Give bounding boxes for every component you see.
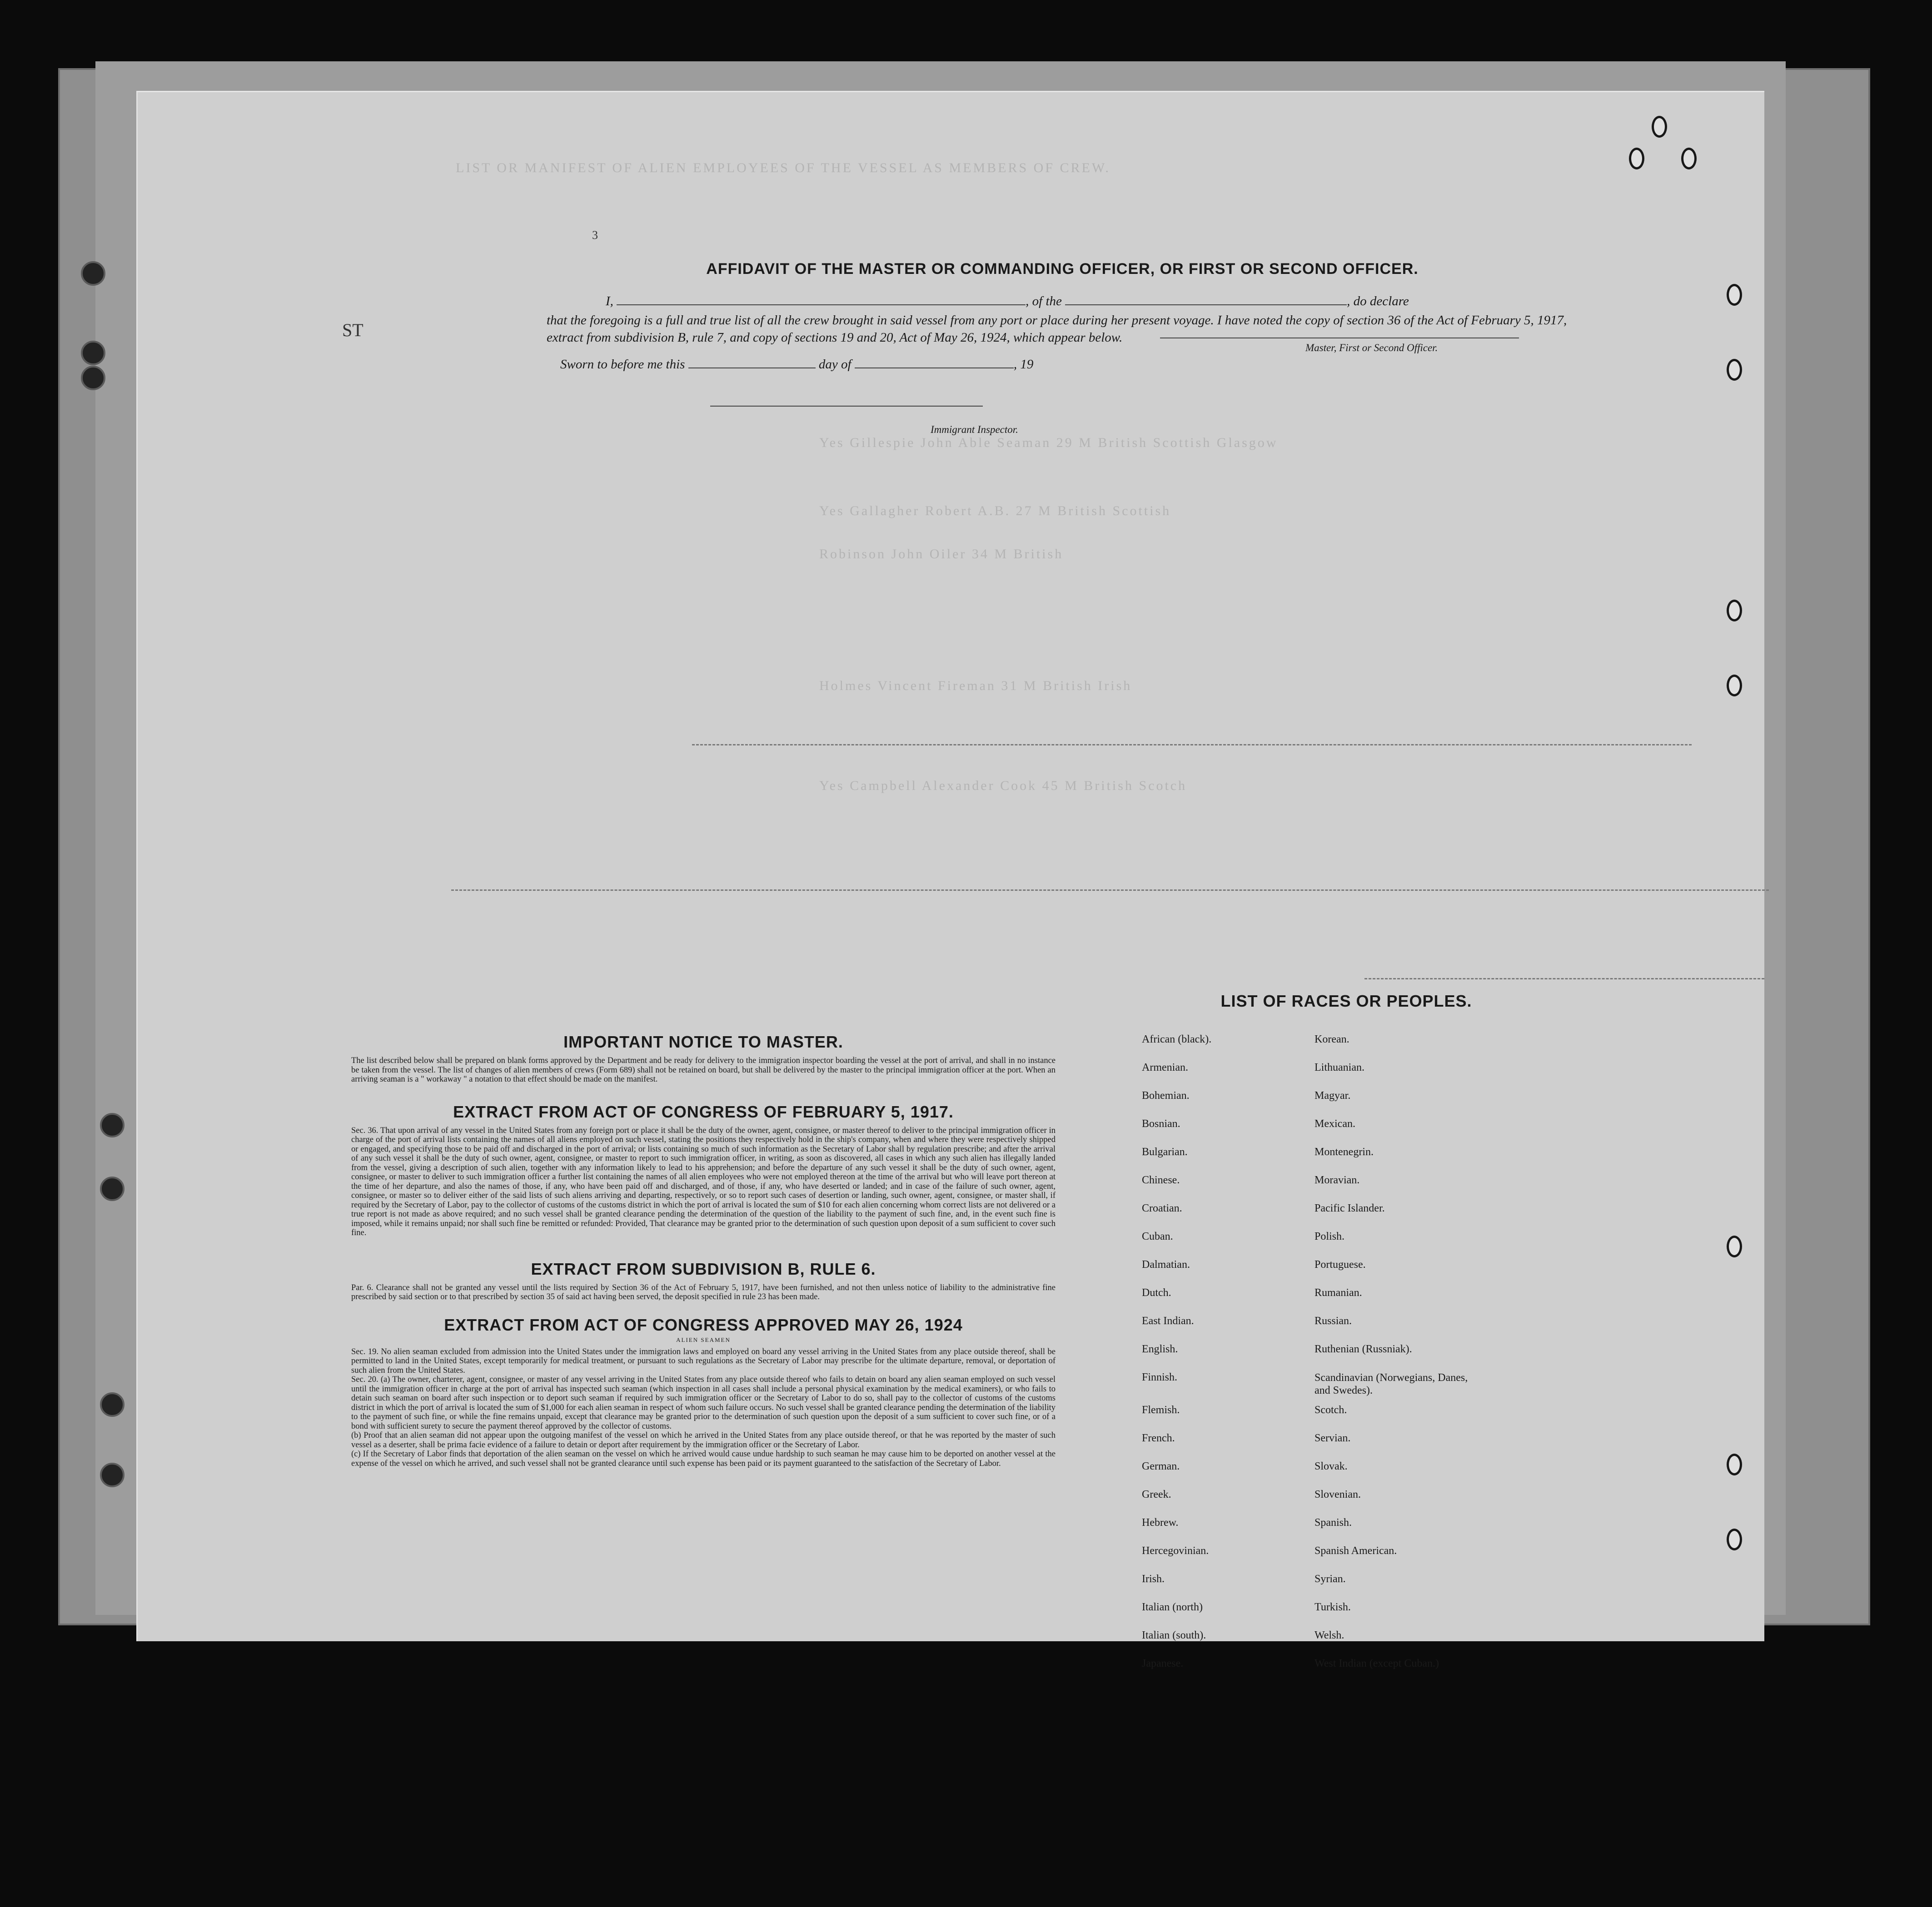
race-item: Bohemian. <box>1142 1090 1190 1102</box>
sworn-prefix: Sworn to before me this <box>560 357 685 372</box>
race-item: Polish. <box>1315 1231 1345 1242</box>
binder-hole <box>100 1113 124 1137</box>
race-item: Italian (north) <box>1142 1601 1203 1613</box>
race-item: Hebrew. <box>1142 1517 1179 1529</box>
affidavit-declare-label: , do declare <box>1347 294 1409 308</box>
race-item: Russian. <box>1315 1315 1352 1327</box>
bleed-through-header: LIST OR MANIFEST OF ALIEN EMPLOYEES OF THE VESSEL AS MEMBERS OF CREW. <box>456 160 1110 175</box>
extract-1917-title: EXTRACT FROM ACT OF CONGRESS OF FEBRUARY 5, 1917. <box>453 1102 954 1121</box>
section-20b-text: (b) Proof that an alien seaman did not appear upon the outgoing manifest of the vessel on which he arrived in the United States from any place outside thereof, or that he was reported by the master of such vessel as a deserter, shall be prima facie evidence of a failure to detain or deport after requirement by the immigration officer or the Secretary of Labor. <box>351 1431 1056 1450</box>
race-item: Finnish. <box>1142 1371 1178 1383</box>
extract-1917-body: Sec. 36. That upon arrival of any vessel in the United States from any foreign port or place it shall be the duty of the owner, agent, consignee, or master thereof to deliver to the principal immigration officer in charge of the port of arrival lists containing the names of all aliens employed on such vessel, stating the positions they respectively hold in the ship's company, when and where they were respectively shipped or engaged, and specifying those to be paid off and discharged in the port of arrival; or lists containing so much of such information as the Secretary of Labor shall by regulation prescribe; and after the arrival of any such vessel it shall be the duty of such owner, agent, consignee, or master to report to such immigration officer, in writing, as soon as discovered, all cases in which any such alien has illegally landed from the vessel, giving a description of such alien, together with any information likely to lead to his apprehension; and before the departure of any such vessel it shall be the duty of such owner, agent, consignee, or master to deliver to such immigration officer a further list containing the names of all alien employees who were not employed thereon at the time of the arrival but who will leave port thereon at the time of her departure, and also the names of those, if any, who have been paid off and discharged, and of those, if any, who have deserted or landed; and in case of the failure of such owner, agent, consignee, or master so to deliver either of the said lists of such aliens arriving and departing, respectively, or so to report such cases of desertion or landing, such owner, agent, consignee, or master shall, if required by the Secretary of Labor, pay to the collector of customs of the customs district in which the port of arrival is located the sum of $10 for each alien concerning whom correct lists are not delivered or a true report is not made as above required; and no such vessel shall be granted clearance pending the determination of the question of the liability to the payment of such fine, and, in the event such fine is imposed, while it remains unpaid; nor shall such fine be remitted or refunded: Provided, That clearance may be granted prior to the determination of such question upon deposit of a sum sufficient to cover such fine. <box>351 1126 1056 1237</box>
sworn-year-label: , 19 <box>1013 357 1034 372</box>
race-item: Syrian. <box>1315 1573 1346 1585</box>
margin-stamp: ST <box>342 320 363 340</box>
races-grid <box>1142 1033 1551 1686</box>
bleed-through-row: Yes Gillespie John Able Seaman 29 M British Scottish Glasgow <box>819 435 1278 450</box>
race-item: French. <box>1142 1432 1175 1444</box>
race-item: African (black). <box>1142 1033 1212 1045</box>
race-item: Bulgarian. <box>1142 1146 1188 1158</box>
bleed-through-row: Yes Campbell Alexander Cook 45 M British Scotch <box>819 778 1187 793</box>
binder-ring <box>1652 116 1667 138</box>
race-item: Italian (south). <box>1142 1629 1206 1641</box>
vessel-name-field[interactable] <box>1065 293 1347 305</box>
alien-seamen-subtitle: ALIEN SEAMEN <box>676 1336 731 1343</box>
race-item: Lithuanian. <box>1315 1062 1364 1073</box>
race-item: Pacific Islander. <box>1315 1202 1385 1214</box>
binder-hole <box>100 1177 124 1201</box>
race-item: Bosnian. <box>1142 1118 1180 1130</box>
inspector-signature-label: Immigrant Inspector. <box>931 424 1018 435</box>
race-item: Croatian. <box>1142 1202 1182 1214</box>
subdivision-b-title: EXTRACT FROM SUBDIVISION B, RULE 6. <box>531 1259 876 1278</box>
binder-ring <box>1727 675 1742 696</box>
affidavit-section <box>547 260 1578 346</box>
master-signature-label: Master, First or Second Officer. <box>1305 342 1438 353</box>
bleed-through-row: Holmes Vincent Fireman 31 M British Irish <box>819 678 1132 693</box>
sworn-day-field[interactable] <box>688 357 816 368</box>
master-name-field[interactable] <box>617 293 1026 305</box>
affidavit-declaration-line <box>606 293 1578 310</box>
race-item: Korean. <box>1315 1033 1349 1045</box>
race-item: Slovenian. <box>1315 1489 1361 1500</box>
race-item: Magyar. <box>1315 1090 1351 1102</box>
faint-rule <box>1364 978 1764 979</box>
affidavit-body: that the foregoing is a full and true list of all the crew brought in said vessel from any port or place during her present voyage. I have noted the copy of section 36 of the Act of February 5, 1917, extract from subdivision B, rule 7, and copy of sections 19 and 20, Act of May 26, 1924, which appear below. <box>547 313 1567 345</box>
bleed-through-row: Yes Gallagher Robert A.B. 27 M British Scottish <box>819 503 1171 518</box>
binder-ring <box>1727 284 1742 306</box>
sworn-day-of-label: day of <box>818 357 851 372</box>
race-item: Japanese. <box>1142 1658 1184 1669</box>
important-notice-title: IMPORTANT NOTICE TO MASTER. <box>563 1033 843 1051</box>
affidavit-title: AFFIDAVIT OF THE MASTER OR COMMANDING OFFICER, OR FIRST OR SECOND OFFICER. <box>706 260 1419 278</box>
race-item: Ruthenian (Russniak). <box>1315 1343 1412 1355</box>
race-item: Dalmatian. <box>1142 1259 1190 1271</box>
binder-ring <box>1727 1529 1742 1550</box>
races-column-2 <box>1315 1033 1551 1686</box>
sworn-line <box>560 356 1033 373</box>
margin-mark: 3 <box>592 228 598 242</box>
binder-hole <box>81 341 105 365</box>
race-item: Hercegovinian. <box>1142 1545 1209 1557</box>
binder-hole <box>81 366 105 390</box>
race-item: Portuguese. <box>1315 1259 1366 1271</box>
race-item: German. <box>1142 1460 1180 1472</box>
document-page <box>136 91 1764 1669</box>
race-item: Cuban. <box>1142 1231 1173 1242</box>
section-20a-text: Sec. 20. (a) The owner, charterer, agent, consignee, or master of any vessel arriving in the United States from any place outside thereof who fails to detain on board any alien seaman employed on such vessel until the immigration officer in charge at the port of arrival has inspected such seaman (which inspection in all cases shall include a personal physical examination by the medical examiners), or who fails to detain such seaman on board after such inspection or to deport such seaman if required by such immigration officer or the Secretary of Labor to do so, shall pay to the collector of customs of the customs district in which the port of arrival is located the sum of $1,000 for each alien seaman in respect of whom such failure occurs. No such vessel shall be granted clearance pending the determination of the liability to the payment of such fine, or while the fine remains unpaid, except that clearance may be granted prior to the determination of such question upon the deposit of a sum sufficient to cover such fine, or of a bond with sufficient surety to secure the payment thereof approved by the collector of customs. <box>351 1375 1056 1431</box>
races-column-1 <box>1142 1033 1315 1686</box>
binder-ring <box>1681 148 1697 169</box>
race-item: Flemish. <box>1142 1404 1180 1416</box>
notice-section <box>351 1033 1056 1468</box>
race-item: West Indian (except Cuban.) <box>1315 1658 1439 1669</box>
race-item: East Indian. <box>1142 1315 1194 1327</box>
binder-hole <box>100 1392 124 1417</box>
race-item: Slovak. <box>1315 1460 1348 1472</box>
section-19-text: Sec. 19. No alien seaman excluded from admission into the United States under the immigration laws and employed on board any vessel arriving in the United States from any place outside thereof, shall be permitted to land in the United States, except temporarily for medical treatment, or pursuant to such regulations as the Secretary of Labor may prescribe for the ultimate departure, removal, or deportation of such alien from the United States. <box>351 1347 1056 1375</box>
race-item: Irish. <box>1142 1573 1165 1585</box>
faint-rule <box>692 744 1692 745</box>
race-item: Scotch. <box>1315 1404 1347 1416</box>
binder-ring <box>1727 600 1742 621</box>
race-item: Mexican. <box>1315 1118 1355 1130</box>
race-item: Greek. <box>1142 1489 1171 1500</box>
binder-ring <box>1727 1236 1742 1257</box>
race-item: Spanish. <box>1315 1517 1352 1529</box>
race-item: Armenian. <box>1142 1062 1188 1073</box>
important-notice-body: The list described below shall be prepared on blank forms approved by the Department and be ready for delivery to the immigration inspector boarding the vessel at the port of arrival, and shall in no instance be taken from the vessel. The list of changes of alien members of crews (Form 689) shall not be retained on board, but shall be delivered by the master to the principal immigration officer at the port. When an arriving seaman is a " workaway " a notation to that effect should be made on the manifest. <box>351 1056 1056 1084</box>
races-section <box>1142 992 1551 1686</box>
race-item: Dutch. <box>1142 1287 1171 1299</box>
inspector-signature-line[interactable] <box>710 406 983 407</box>
binder-ring <box>1629 148 1644 169</box>
race-item: Servian. <box>1315 1432 1351 1444</box>
faint-rule <box>451 889 1769 891</box>
race-item: Turkish. <box>1315 1601 1351 1613</box>
binder-hole <box>100 1463 124 1487</box>
race-item: Rumanian. <box>1315 1287 1362 1299</box>
subdivision-b-body: Par. 6. Clearance shall not be granted any vessel until the lists required by Section 36 of the Act of February 5, 1917, have been furnished, and not then unless notice of liability to the administrative fine prescribed by said section or to that prescribed by section 35 of said act having been served, the deposit specified in rule 23 has been made. <box>351 1283 1056 1301</box>
section-20c-text: (c) If the Secretary of Labor finds that deportation of the alien seaman on the vessel on which he arrived would cause undue hardship to such seaman he may cause him to be deported on another vessel at the expense of the vessel on which he arrived, and such vessel shall not be granted clearance until such expense has been paid or its payment guaranteed to the satisfaction of the Secretary of Labor. <box>351 1450 1056 1468</box>
race-item: Scandinavian (Norwegians, Danes, and Swedes). <box>1315 1372 1468 1396</box>
race-item: Montenegrin. <box>1315 1146 1374 1158</box>
binder-ring <box>1727 359 1742 381</box>
race-item: Moravian. <box>1315 1174 1360 1186</box>
extract-1924-title: EXTRACT FROM ACT OF CONGRESS APPROVED MAY 26, 1924 <box>444 1315 963 1334</box>
race-item: English. <box>1142 1343 1178 1355</box>
binder-ring <box>1727 1454 1742 1475</box>
race-item: Spanish American. <box>1315 1545 1397 1557</box>
affidavit-i-label: I, <box>606 294 613 308</box>
affidavit-of-the-label: , of the <box>1026 294 1062 308</box>
race-item: Chinese. <box>1142 1174 1180 1186</box>
bleed-through-row: Robinson John Oiler 34 M British <box>819 546 1064 561</box>
races-title: LIST OF RACES OR PEOPLES. <box>1220 992 1472 1010</box>
sworn-month-field[interactable] <box>855 357 1014 368</box>
race-item: Welsh. <box>1315 1629 1344 1641</box>
binder-hole <box>81 261 105 286</box>
